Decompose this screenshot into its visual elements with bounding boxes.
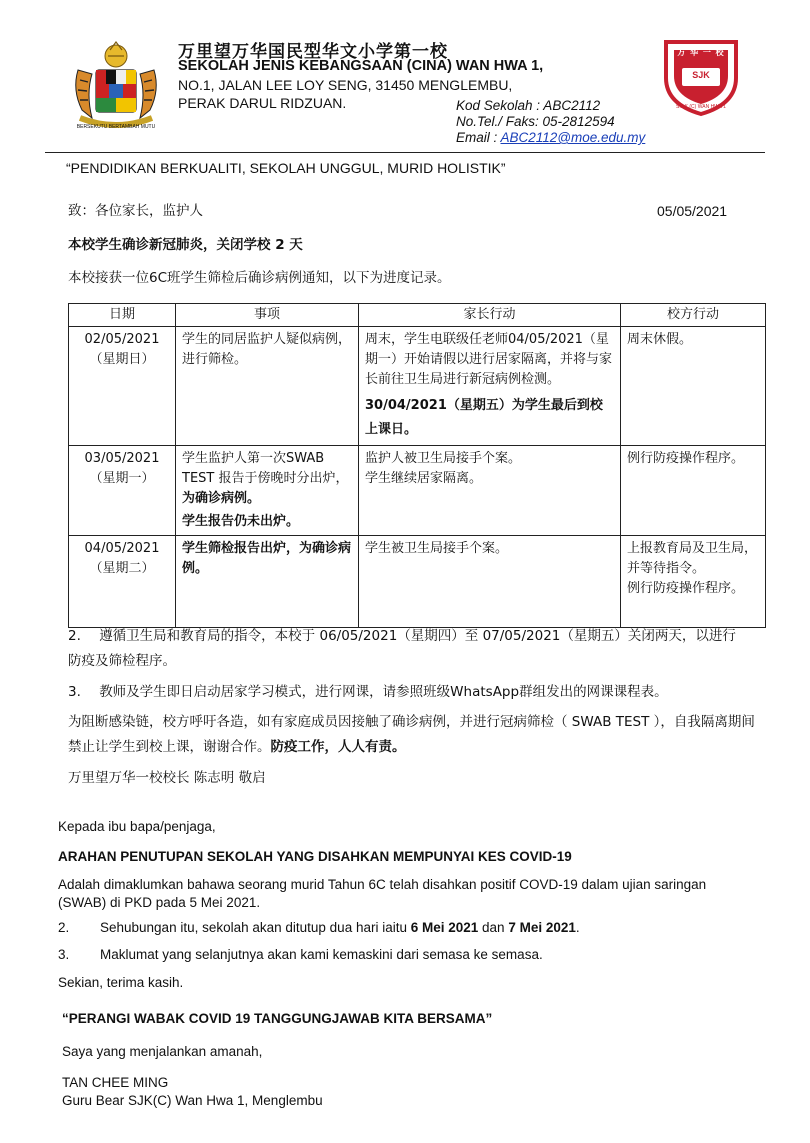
point-text: 遵循卫生局和教育局的指令，本校于 06/05/2021（星期四）至 07/05/2021（星期五）关闭两天，以进行防疫及筛检程序。: [68, 628, 736, 669]
intro-cn: 本校接获一位6C班学生筛检后确诊病例通知，以下为进度记录。: [68, 270, 451, 286]
amanah-ms: Saya yang menjalankan amanah,: [62, 1044, 263, 1059]
table-header-row: [69, 304, 766, 327]
notice-bold: 防疫工作，人人有责。: [270, 739, 406, 755]
greeting-ms: Kepada ibu bapa/penjaga,: [58, 819, 216, 834]
date-cell: [69, 327, 176, 446]
logo-badge: SJK: [692, 70, 710, 80]
phone-fax: No.Tel./ Faks: 05-2812594: [456, 114, 615, 129]
school-motto: “PENDIDIKAN BERKUALITI, SEKOLAH UNGGUL, MURID HOLISTIK”: [66, 160, 506, 176]
letter-date: 05/05/2021: [657, 203, 728, 219]
notice-text: 为阻断感染链，校方呼吁各造，如有家庭成员因接触了确诊病例，并进行冠病筛检（ SWAB TEST ），自我隔离期间禁止让学生到校上课，谢谢合作。: [68, 714, 755, 755]
school-action-cell: [621, 446, 766, 536]
point-text-part: Sehubungan itu, sekolah akan ditutup dua hari iaitu: [100, 920, 411, 935]
school-action-text: 周末休假。: [627, 332, 693, 347]
event-text-strong: 为确诊病例。: [182, 491, 261, 506]
school-action-text-2: 例行防疫操作程序。: [627, 581, 745, 596]
logo-ring-text: S.J.K.(C) WAN HWA 1: [676, 104, 726, 110]
notice-cn: [68, 710, 758, 760]
school-action-text: 上报教育局及卫生局，并等待指令。: [627, 541, 758, 576]
parent-action-text: 学生被卫生局接手个案。: [365, 541, 509, 556]
column-header: 日期: [69, 304, 176, 327]
school-name-chinese: 万里望万华国民型华文小学第一校: [178, 42, 448, 62]
address-line-1: NO.1, JALAN LEE LOY SENG, 31450 MENGLEMBU,: [178, 77, 513, 93]
coat-of-arms-icon: [70, 36, 162, 132]
row-day: （星期日）: [89, 352, 155, 367]
closing-ms: Sekian, terima kasih.: [58, 975, 184, 990]
letter-title-ms: ARAHAN PENUTUPAN SEKOLAH YANG DISAHKAN MEMPUNYAI KES COVID-19: [58, 849, 572, 864]
slogan-ms: “PERANGI WABAK COVID 19 TANGGUNGJAWAB KITA BERSAMA”: [62, 1011, 493, 1026]
parent-action-text-2: 学生继续居家隔离。: [365, 471, 483, 486]
point-number: 3.: [58, 947, 70, 962]
event-bold: 学生筛检报告出炉，为确诊病例。: [182, 541, 352, 576]
event-cell: [176, 446, 359, 536]
point-text: 教师及学生即日启动居家学习模式，进行网课，请参照班级WhatsApp群组发出的网课课程表。: [99, 684, 668, 700]
greeting-cn: 致：各位家长，监护人: [68, 203, 203, 219]
row-date: 03/05/2021: [84, 451, 160, 466]
progress-table: [68, 303, 766, 628]
table-row: [69, 446, 766, 536]
row-date: 02/05/2021: [84, 332, 160, 347]
school-name-malay: SEKOLAH JENIS KEBANGSAAN (CINA) WAN HWA 1,: [178, 58, 544, 74]
column-header: 家长行动: [359, 304, 621, 327]
email-link[interactable]: ABC2112@moe.edu.my: [500, 130, 646, 145]
table-row: [69, 327, 766, 446]
event-bold: 学生报告仍未出炉。: [182, 514, 300, 529]
email-label: Email :: [456, 130, 501, 145]
address-line-2: PERAK DARUL RIDZUAN.: [178, 95, 347, 111]
letter-title-cn: 本校学生确诊新冠肺炎，关闭学校 2 天: [68, 237, 303, 253]
point-text-part: dan: [478, 920, 509, 935]
logo-text: 万 华 一 校: [677, 48, 725, 57]
row-day: （星期一）: [89, 471, 155, 486]
header-divider: [45, 152, 765, 153]
row-date: 04/05/2021: [84, 541, 160, 556]
event-text: [182, 449, 352, 509]
point-text: Maklumat yang selanjutnya akan kami kemaskini dari semasa ke semasa.: [100, 947, 543, 962]
point-number: 2.: [58, 920, 70, 935]
event-text-part: 学生监护人第一次SWAB TEST 报告于傍晚时分出炉，: [182, 451, 349, 486]
point-text-part: .: [575, 920, 580, 935]
email-line: [456, 130, 645, 145]
school-code: Kod Sekolah : ABC2112: [456, 98, 601, 113]
column-header: 事项: [176, 304, 359, 327]
table-row: [69, 536, 766, 628]
date-cell: [69, 536, 176, 628]
column-header: 校方行动: [621, 304, 766, 327]
signer-name: TAN CHEE MING: [62, 1075, 169, 1090]
signer-position: Guru Bear SJK(C) Wan Hwa 1, Menglembu: [62, 1093, 323, 1108]
crest-motto: BERSEKUTU BERTAMBAH MUTU: [76, 124, 156, 130]
school-action-text: 例行防疫操作程序。: [627, 451, 745, 466]
parent-action-cell: [359, 446, 621, 536]
event-cell: [176, 327, 359, 446]
paragraph-1-ms: Adalah dimaklumkan bahawa seorang murid Tahun 6C telah disahkan positif COVD-19 dalam ujian saringan (SWAB) di PKD pada 5 Mei 2021.: [58, 877, 707, 910]
parent-action-text: 监护人被卫生局接手个案。: [365, 451, 522, 466]
parent-action-text: 周末，学生电联级任老师04/05/2021（星期一）开始请假以进行居家隔离，并将与家长前往卫生局进行新冠病例检测。: [365, 332, 613, 387]
event-text: 学生的同居监护人疑似病例，进行筛检。: [182, 332, 352, 367]
event-cell: [176, 536, 359, 628]
point-2-cn: [68, 624, 748, 674]
point-number: 2.: [68, 628, 81, 644]
date-cell: [69, 446, 176, 536]
signoff-cn: 万里望万华一校校长 陈志明 敬启: [68, 770, 266, 786]
parent-action-cell: [359, 536, 621, 628]
closure-date-2: 7 Mei 2021: [508, 920, 576, 935]
parent-action-bold: 30/04/2021（星期五）为学生最后到校上课日。: [365, 398, 603, 437]
parent-action-cell: [359, 327, 621, 446]
school-action-cell: [621, 536, 766, 628]
row-day: （星期二）: [89, 561, 155, 576]
point-text: [100, 919, 580, 937]
point-number: 3.: [68, 684, 81, 700]
closure-date-1: 6 Mei 2021: [410, 920, 479, 935]
school-action-cell: [621, 327, 766, 446]
point-3-cn: [68, 680, 768, 705]
